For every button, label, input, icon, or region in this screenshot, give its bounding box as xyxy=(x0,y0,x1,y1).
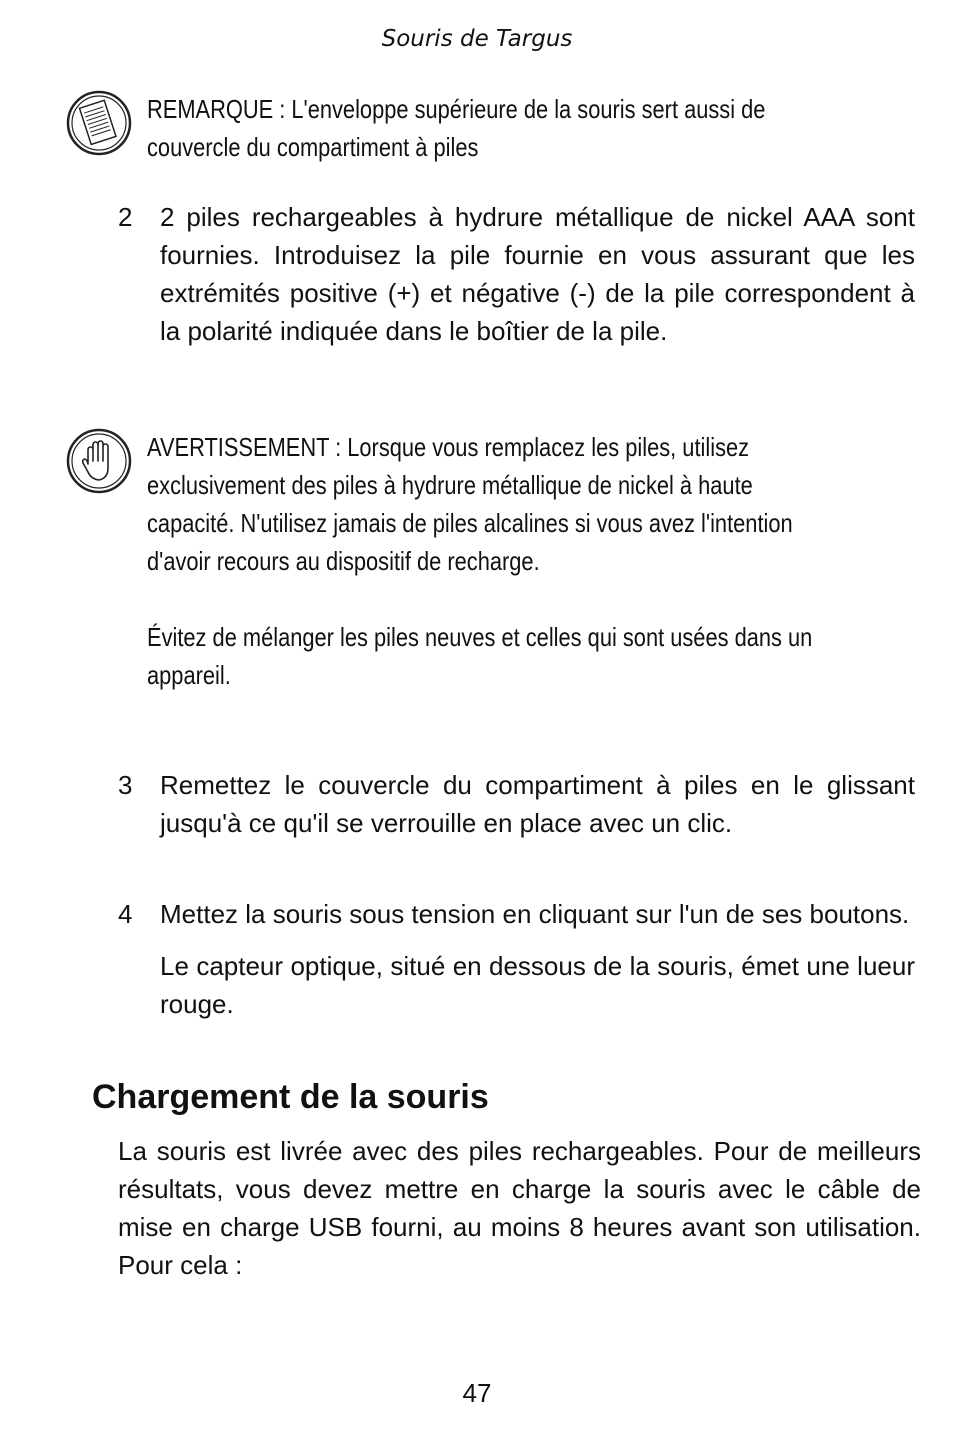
step-item xyxy=(118,766,918,842)
warning-text xyxy=(147,428,836,694)
step-paragraph: Mettez la souris sous tension en cliquant sur l'un de ses boutons. xyxy=(160,899,910,929)
step-number: 3 xyxy=(118,770,133,800)
warning-paragraph: AVERTISSEMENT : Lorsque vous remplacez les piles, utilisez exclusivement des piles à hydrure métallique de nickel à haute capacité. N'utilisez jamais de piles alcalines si vous avez l'intention d'avoir recours au dispositif de recharge. xyxy=(147,432,793,576)
notepad-icon xyxy=(66,90,132,156)
page-number: 47 xyxy=(462,1378,492,1408)
warning-paragraph: Évitez de mélanger les piles neuves et celles qui sont usées dans un appareil. xyxy=(147,622,813,690)
step-paragraph: Le capteur optique, situé en dessous de la souris, émet une lueur rouge. xyxy=(160,951,915,1019)
hand-stop-icon xyxy=(66,428,132,494)
step-paragraph: 2 piles rechargeables à hydrure métallique de nickel AAA sont fournies. Introduisez la pile fournie en vous assurant que les extrémités positive (+) et négative (-) de la pile correspondent à la polarité indiquée dans le boîtier de la pile. xyxy=(160,202,915,346)
note-paragraph: REMARQUE : L'enveloppe supérieure de la souris sert aussi de couvercle du compartiment à piles xyxy=(147,94,766,162)
note-text xyxy=(147,90,836,166)
page-header: Souris de Targus xyxy=(381,26,573,52)
step-paragraph: Remettez le couvercle du compartiment à piles en le glissant jusqu'à ce qu'il se verrouille en place avec un clic. xyxy=(160,770,915,838)
step-item xyxy=(118,198,918,350)
section-title: Chargement de la souris xyxy=(92,1078,489,1116)
step-body xyxy=(160,198,915,350)
step-item xyxy=(118,895,918,1023)
step-number: 2 xyxy=(118,202,133,232)
step-body xyxy=(160,766,915,842)
section-body: La souris est livrée avec des piles rechargeables. Pour de meilleurs résultats, vous devez mettre en charge la souris avec le câble de mise en charge USB fourni, au moins 8 heures avant son utilisation. Pour cela : xyxy=(118,1136,921,1280)
step-number: 4 xyxy=(118,899,133,929)
step-body xyxy=(160,895,915,1023)
